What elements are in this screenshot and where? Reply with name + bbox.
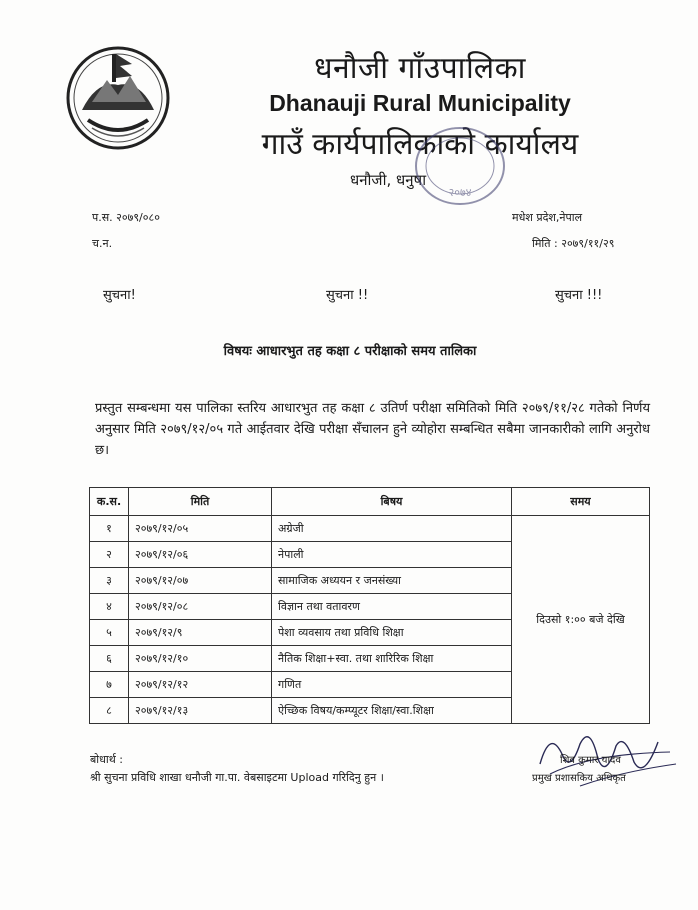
header-time: समय [512,488,650,516]
row-date: २०७९/१२/१० [129,646,272,672]
municipality-emblem [62,40,174,152]
header-subject: बिषय [272,488,512,516]
municipality-name-en: Dhanauji Rural Municipality [269,90,571,116]
row-serial: ५ [90,620,129,646]
dispatch-number: च.न. [92,237,113,250]
signer-name: शिव कुमार यादव [560,755,621,766]
row-serial: ३ [90,568,129,594]
notice-heading-1: सुचना! [103,288,136,303]
signer-title: प्रमुख प्रशासकिय अधिकृत [532,773,626,784]
province: मधेश प्रदेश,नेपाल [512,211,583,224]
row-date: २०७९/१२/०५ [129,516,272,542]
row-date: २०७९/१२/०८ [129,594,272,620]
notice-heading-2: सुचना !! [326,288,369,303]
letter-subject: विषयः आधारभुत तह कक्षा ८ परीक्षाको समय तालिका [223,344,477,359]
header-date: मिति [129,488,272,516]
office-name: गाउँ कार्यपालिकाको कार्यालय [261,127,579,162]
row-subject: पेशा व्यवसाय तथा प्रविधि शिक्षा [272,620,512,646]
row-subject: गणित [272,672,512,698]
exam-schedule-table [89,487,650,724]
row-serial: १ [90,516,129,542]
row-date: २०७९/१२/०७ [129,568,272,594]
row-subject: अग्रेजी [272,516,512,542]
table-header-row [90,488,650,516]
row-subject: नेपाली [272,542,512,568]
row-date: २०७९/१२/९ [129,620,272,646]
row-serial: ४ [90,594,129,620]
notice-heading-3: सुचना !!! [555,288,603,303]
row-serial: ७ [90,672,129,698]
office-address: धनौजी, धनुषा [350,171,427,189]
row-date: २०७९/१२/०६ [129,542,272,568]
stamp-year: २०७४ [448,186,472,199]
cc-label: बोधार्थ : [90,753,123,766]
row-subject: विज्ञान तथा वतावरण [272,594,512,620]
table-row [90,516,650,542]
row-date: २०७९/१२/१२ [129,672,272,698]
letter-date: मिति : २०७९/११/२९ [532,237,615,250]
municipality-name-np: धनौजी गाँउपालिका [314,51,526,86]
row-serial: ६ [90,646,129,672]
row-subject: नैतिक शिक्षा+स्वा. तथा शारिरिक शिक्षा [272,646,512,672]
row-subject: ऐच्छिक विषय/कम्प्यूटर शिक्षा/स्वा.शिक्षा [272,698,512,724]
row-serial: २ [90,542,129,568]
office-stamp [412,124,508,208]
header-serial: क.स. [90,488,129,516]
letter-body: प्रस्तुत सम्बन्धमा यस पालिका स्तरिय आधारभुत तह कक्षा ८ उतिर्ण परीक्षा समितिको मिति २०७९/११/२८ गतेको निर्णय अनुसार मिति २०७९/१२/०५ गते आईतवार देखि परीक्षा सँचालन हुने व्योहोरा सम्बन्धित सबैमा जानकारीको लागि अनुरोध छ। [95,401,650,458]
cc-recipient: श्री सुचना प्रविधि शाखा धनौजी गा.पा. वेबसाइटमा Upload गरिदिनु हुन । [90,771,384,784]
row-date: २०७९/१२/१३ [129,698,272,724]
row-subject: सामाजिक अध्ययन र जनसंख्या [272,568,512,594]
reference-number: प.स. २०७९/०८० [92,211,160,224]
row-serial: ८ [90,698,129,724]
exam-time: दिउसो १:०० बजे देखि [512,516,650,724]
